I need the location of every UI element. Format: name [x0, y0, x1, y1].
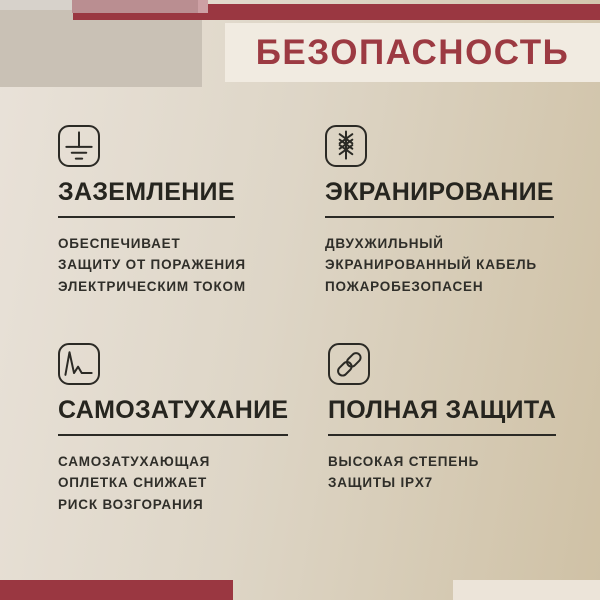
body-line: ЗАЩИТЫ IPX7	[328, 475, 433, 490]
section-heading: ЭКРАНИРОВАНИЕ	[325, 179, 554, 218]
body-line: ПОЖАРОБЕЗОПАСЕН	[325, 278, 484, 294]
section-body	[325, 233, 590, 298]
chain-link-icon	[328, 343, 370, 385]
section-heading: ПОЛНАЯ ЗАЩИТА	[328, 397, 556, 436]
section-card-grounding	[58, 125, 323, 297]
title-banner	[225, 23, 600, 82]
body-line: РИСК ВОЗГОРАНИЯ	[58, 496, 204, 512]
body-line: ОПЛЕТКА СНИЖАЕТ	[58, 475, 208, 490]
section-body	[58, 451, 323, 516]
top-left-gray-block	[0, 10, 202, 87]
top-pink-accent-light	[198, 0, 208, 13]
section-heading: САМОЗАТУХАНИЕ	[58, 397, 288, 436]
page-title: БЕЗОПАСНОСТЬ	[255, 32, 570, 72]
top-left-gray-strip	[0, 0, 72, 10]
body-line: ОБЕСПЕЧИВАЕТ	[58, 235, 181, 251]
section-card-full-protection	[328, 343, 593, 494]
section-body	[328, 451, 593, 494]
top-pink-accent	[72, 0, 198, 13]
body-line: ЗАЩИТУ ОТ ПОРАЖЕНИЯ	[58, 257, 246, 272]
body-line: ВЫСОКАЯ СТЕПЕНЬ	[328, 453, 480, 469]
bottom-left-red-block	[0, 580, 233, 600]
section-body	[58, 233, 323, 298]
decay-waveform-icon	[58, 343, 100, 385]
body-line: ЭЛЕКТРИЧЕСКИМ ТОКОМ	[58, 278, 246, 294]
shielding-braid-icon	[325, 125, 367, 167]
section-card-shielding	[325, 125, 590, 297]
section-heading: ЗАЗЕМЛЕНИЕ	[58, 179, 235, 218]
body-line: ЭКРАНИРОВАННЫЙ КАБЕЛЬ	[325, 257, 537, 272]
grounding-icon	[58, 125, 100, 167]
body-line: ДВУХЖИЛЬНЫЙ	[325, 235, 444, 251]
body-line: САМОЗАТУХАЮЩАЯ	[58, 453, 211, 469]
bottom-right-cream-block	[453, 580, 600, 600]
section-card-self-extinguishing	[58, 343, 323, 515]
